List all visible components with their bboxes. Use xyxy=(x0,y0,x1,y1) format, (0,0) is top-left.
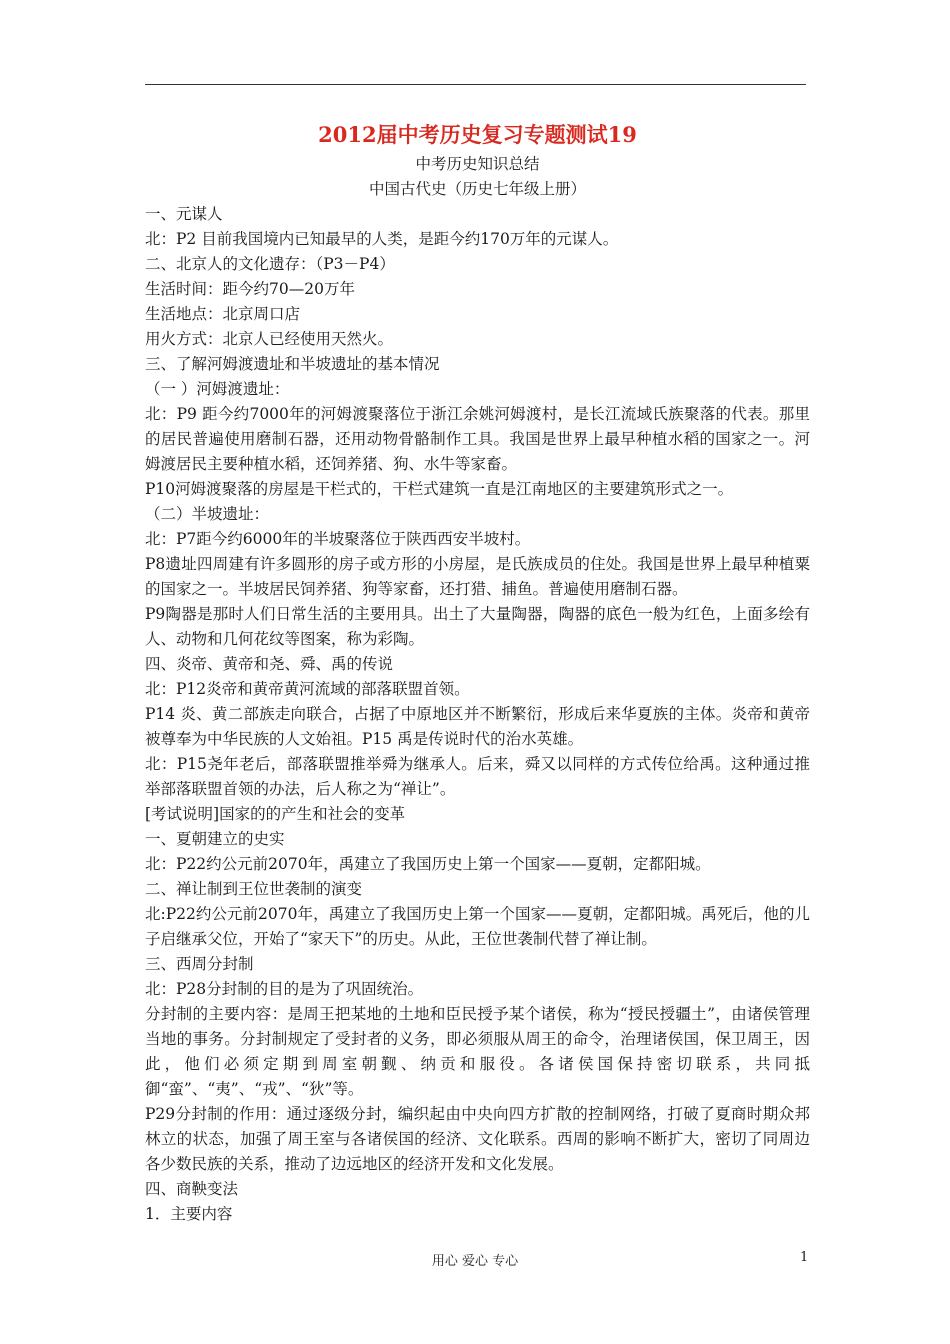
document-body xyxy=(145,118,810,1227)
paragraph: P9陶器是那时人们日常生活的主要用具。出土了大量陶器，陶器的底色一般为红色，上面多绘有人、动物和几何花纹等图案，称为彩陶。 xyxy=(145,605,810,648)
footer-motto: 用心 爱心 专心 xyxy=(431,1254,519,1269)
paragraph: 生活时间：距今约70—20万年 xyxy=(145,280,355,298)
paragraph: 一、夏朝建立的史实 xyxy=(145,830,285,848)
document-subtitle: 中考历史知识总结 xyxy=(415,155,540,173)
paragraph: P10河姆渡聚落的房屋是干栏式的，干栏式建筑一直是江南地区的主要建筑形式之一。 xyxy=(145,480,734,498)
paragraph: 一、元谋人 xyxy=(145,205,223,223)
paragraph: 二、禅让制到王位世袭制的演变 xyxy=(145,880,363,898)
paragraph: 1．主要内容 xyxy=(145,1205,233,1223)
paragraph: （二）半坡遗址： xyxy=(145,505,270,523)
paragraph: 北：P22约公元前2070年，禹建立了我国历史上第一个国家——夏朝，定都阳城。 xyxy=(145,855,711,873)
paragraph: 三、了解河姆渡遗址和半坡遗址的基本情况 xyxy=(145,355,440,373)
paragraph: 北:P22约公元前2070年，禹建立了我国历史上第一个国家——夏朝，定都阳城。禹死后，他的儿子启继承父位，开始了“家天下”的历史。从此，王位世袭制代替了禅让制。 xyxy=(145,905,810,948)
paragraph: 四、商鞅变法 xyxy=(145,1180,239,1198)
paragraph: 北：P15尧年老后，部落联盟推举舜为继承人。后来，舜又以同样的方式传位给禹。这种通过推举部落联盟首领的办法，后人称之为“禅让”。 xyxy=(145,755,810,798)
paragraph: 生活地点：北京周口店 xyxy=(145,305,301,323)
paragraph: P8遗址四周建有许多圆形的房子或方形的小房屋，是氏族成员的住处。我国是世界上最早种植粟的国家之一。半坡居民饲养猪、狗等家畜，还打猎、捕鱼。普遍使用磨制石器。 xyxy=(145,555,810,598)
paragraph: P14 炎、黄二部族走向联合，占据了中原地区并不断繁衍，形成后来华夏族的主体。炎帝和黄帝被尊奉为中华民族的人文始祖。P15 禹是传说时代的治水英雄。 xyxy=(145,705,810,748)
paragraph: 北：P9 距今约7000年的河姆渡聚落位于浙江余姚河姆渡村，是长江流域氏族聚落的代表。那里的居民普遍使用磨制石器，还用动物骨骼制作工具。我国是世界上最早种植水稻的国家之一。河姆渡居民主要种植水稻，还饲养猪、狗、水牛等家畜。 xyxy=(145,405,810,473)
paragraph-list xyxy=(145,202,810,1227)
paragraph: 二、北京人的文化遗存：（P3－P4） xyxy=(145,255,395,273)
paragraph: P29分封制的作用：通过逐级分封，编织起由中央向四方扩散的控制网络，打破了夏商时期众邦林立的状态，加强了周王室与各诸侯国的经济、文化联系。西周的影响不断扩大，密切了同周边各少数民族的关系，推动了边远地区的经济开发和文化发展。 xyxy=(145,1105,810,1173)
paragraph: 北：P28分封制的目的是为了巩固统治。 xyxy=(145,980,424,998)
paragraph: 用火方式：北京人已经使用天然火。 xyxy=(145,330,394,348)
paragraph: （一 ）河姆渡遗址： xyxy=(145,380,290,398)
document-section-heading: 中国古代史（历史七年级上册） xyxy=(368,180,586,198)
paragraph: 北：P7距今约6000年的半坡聚落位于陕西西安半坡村。 xyxy=(145,530,531,548)
paragraph: 分封制的主要内容：是周王把某地的土地和臣民授予某个诸侯，称为“授民授疆土”，由诸侯管理当地的事务。分封制规定了受封者的义务，即必须服从周王的命令，治理诸侯国，保卫周王，因此，他们必须定期到周室朝觐、纳贡和服役。各诸侯国保持密切联系，共同抵御“蛮”、“夷”、“戎”、“狄”等。 xyxy=(145,1005,810,1098)
header-rule xyxy=(145,84,806,85)
paragraph: [考试说明]国家的的产生和社会的变革 xyxy=(145,805,406,823)
paragraph: 北：P12炎帝和黄帝黄河流域的部落联盟首领。 xyxy=(145,680,470,698)
page-number: 1 xyxy=(800,1250,809,1265)
paragraph: 北：P2 目前我国境内已知最早的人类，是距今约170万年的元谋人。 xyxy=(145,230,619,248)
page-footer xyxy=(0,1250,950,1270)
paragraph: 四、炎帝、黄帝和尧、舜、禹的传说 xyxy=(145,655,394,673)
document-title: 2012届中考历史复习专题测试19 xyxy=(318,122,637,147)
paragraph: 三、西周分封制 xyxy=(145,955,254,973)
